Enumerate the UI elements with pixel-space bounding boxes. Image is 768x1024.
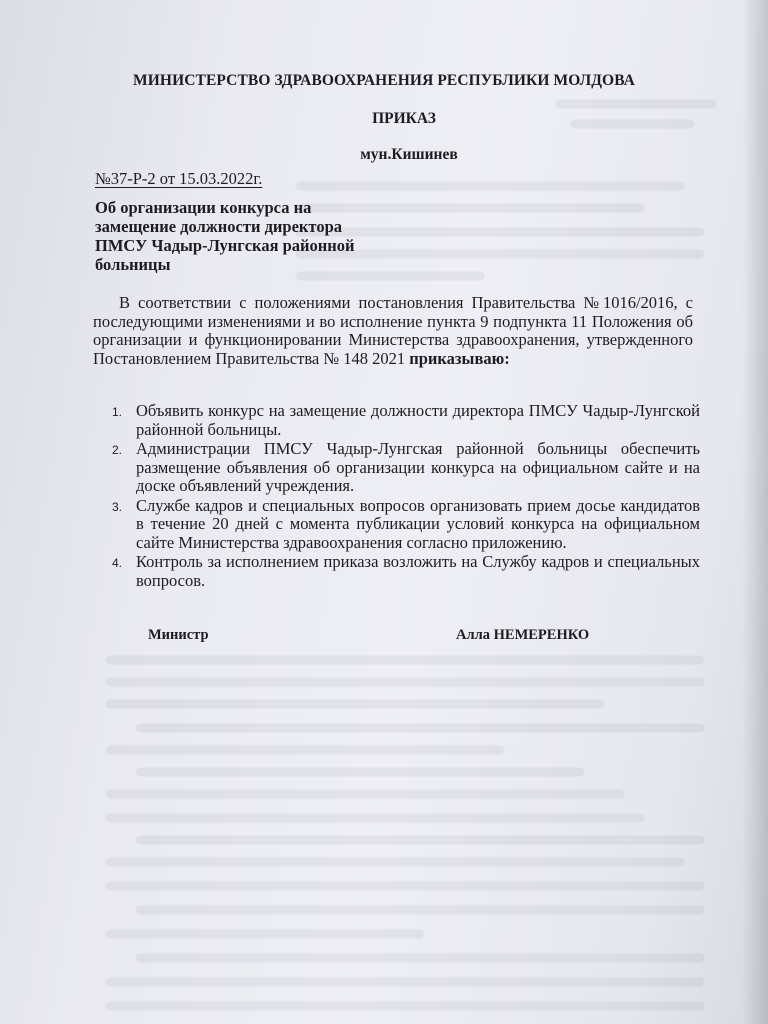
item-number: 3. <box>112 499 123 514</box>
item-number: 1. <box>112 405 123 419</box>
subject-line: больницы <box>95 255 171 274</box>
order-item <box>108 553 700 590</box>
item-text: Контроль за исполнением приказа возложить на Службу кадров и специальных вопросов. <box>136 552 700 590</box>
item-text: Объявить конкурс на замещение должности директора ПМСУ Чадыр-Лунгской районной больницы. <box>136 401 700 439</box>
signatory-title: Министр <box>148 627 209 643</box>
subject-line: замещение должности директора <box>95 217 343 236</box>
subject-line: ПМСУ Чадыр-Лунгская районной <box>95 236 355 255</box>
signatory-name: Алла НЕМЕРЕНКО <box>456 627 590 643</box>
item-text: Администрации ПМСУ Чадыр-Лунгская районной больницы обеспечить размещение объявления об организации конкурса на официальном сайте и на доске объявлений учреждения. <box>136 439 700 495</box>
subject-line: Об организации конкурса на <box>95 198 312 217</box>
item-number: 4. <box>112 556 123 570</box>
preamble-paragraph <box>93 294 693 368</box>
item-text: Службе кадров и специальных вопросов организовать прием досье кандидатов в течение 20 дней с момента публикации условий конкурса на официальном сайте Министерства здравоохранения согласно приложению. <box>136 495 700 552</box>
item-number: 2. <box>112 443 123 457</box>
city-heading: мун.Кишинев <box>360 146 458 163</box>
preamble-text: В соответствии с положениями постановления Правительства №1016/2016, с последующими изменениями и во исполнение пункта 9 подпункта 11 Положения об организации и функционировании Министерства здравоохранения, утвержденного Постановлением Правительства № 148 2021 <box>93 293 693 368</box>
order-subject <box>95 198 425 274</box>
order-item <box>108 402 700 439</box>
order-word: приказываю: <box>409 348 510 368</box>
document-type-heading: ПРИКАЗ <box>372 110 436 127</box>
order-item <box>108 440 700 496</box>
ministry-heading: МИНИСТЕРСТВО ЗДРАВООХРАНЕНИЯ РЕСПУБЛИКИ МОЛДОВА <box>133 72 635 89</box>
order-number-date: №37-P-2 от 15.03.2022г. <box>95 169 263 188</box>
order-item <box>108 497 700 553</box>
order-items-list <box>108 402 700 591</box>
page-edge-shadow <box>742 0 768 1024</box>
